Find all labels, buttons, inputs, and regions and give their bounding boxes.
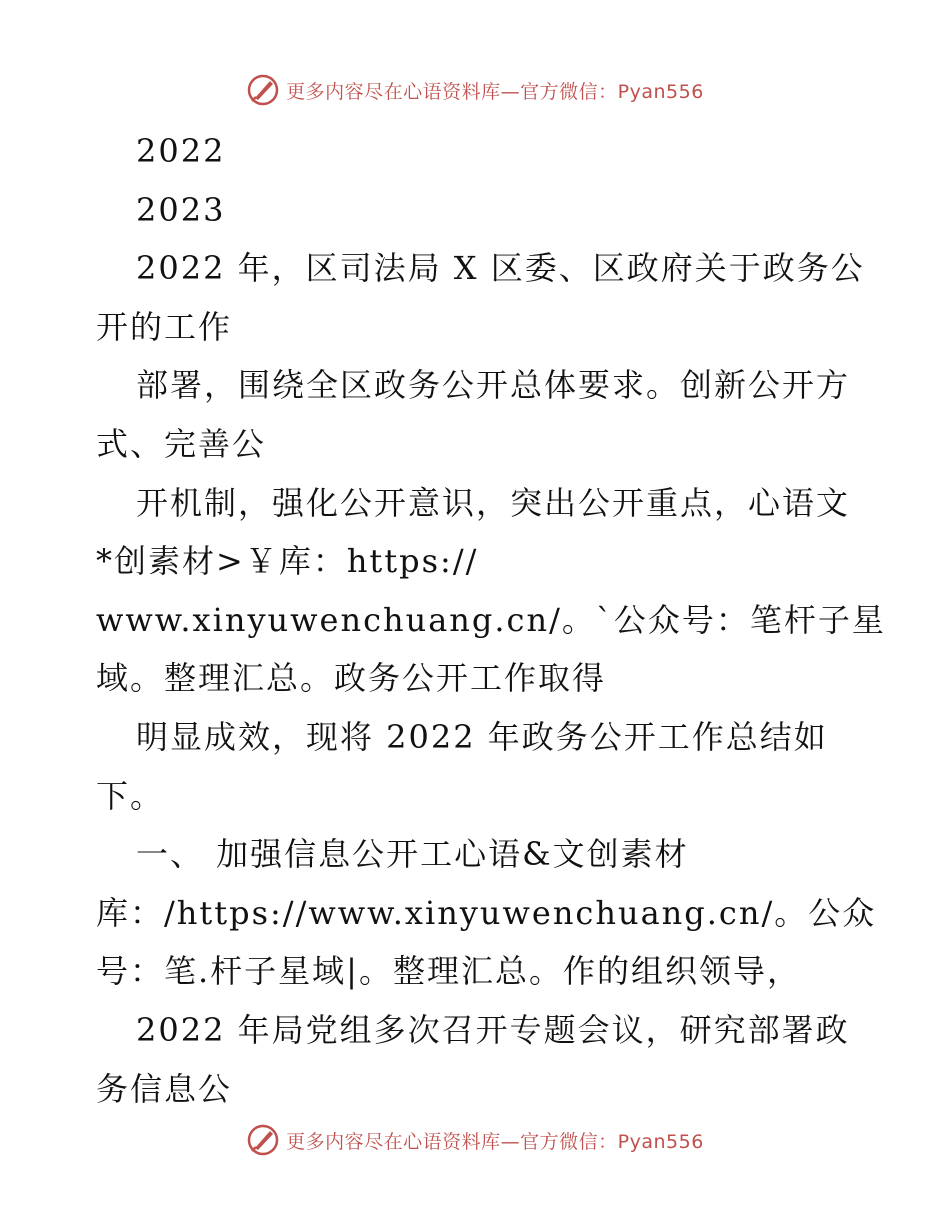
text-line: 明显成效，现将 2022 年政务公开工作总结如 <box>136 717 828 756</box>
text-line: 2022 年局党组多次召开专题会议，研究部署政 <box>136 1010 850 1049</box>
watermark-banner-bottom <box>0 1120 950 1160</box>
watermark-banner-top <box>0 70 950 110</box>
text-line: *创素材>￥库：https:// <box>96 542 479 581</box>
watermark-text: 更多内容尽在心语资料库—官方微信：Pyan556 <box>286 80 704 103</box>
quill-pen-icon <box>246 73 280 107</box>
text-line: 一、 加强信息公开工心语&文创素材 <box>136 835 689 874</box>
text-line: 式、完善公 <box>96 424 267 463</box>
text-line: 部署，围绕全区政务公开总体要求。创新公开方 <box>136 366 851 405</box>
text-line: 下。 <box>96 776 165 815</box>
text-line: 2022 年，区司法局 X 区委、区政府关于政务公 <box>136 249 865 288</box>
text-line: 开机制，强化公开意识，突出公开重点，心语文 <box>136 483 851 522</box>
text-line: 务信息公 <box>96 1069 233 1108</box>
watermark-text: 更多内容尽在心语资料库—官方微信：Pyan556 <box>286 1130 704 1153</box>
document-body <box>96 122 886 1118</box>
text-line: 号：笔.杆子星域|。整理汇总。作的组织领导， <box>96 952 801 991</box>
text-line: 2022 <box>136 132 226 170</box>
text-line: 库：/https://www.xinyuwenchuang.cn/。公众 <box>96 893 877 932</box>
quill-pen-icon <box>246 1123 280 1157</box>
text-line: 开的工作 <box>96 307 233 346</box>
text-line: 域。整理汇总。政务公开工作取得 <box>96 659 607 698</box>
text-line: www.xinyuwenchuang.cn/。`公众号：笔杆子星 <box>96 600 886 639</box>
text-line: 2023 <box>136 190 226 229</box>
